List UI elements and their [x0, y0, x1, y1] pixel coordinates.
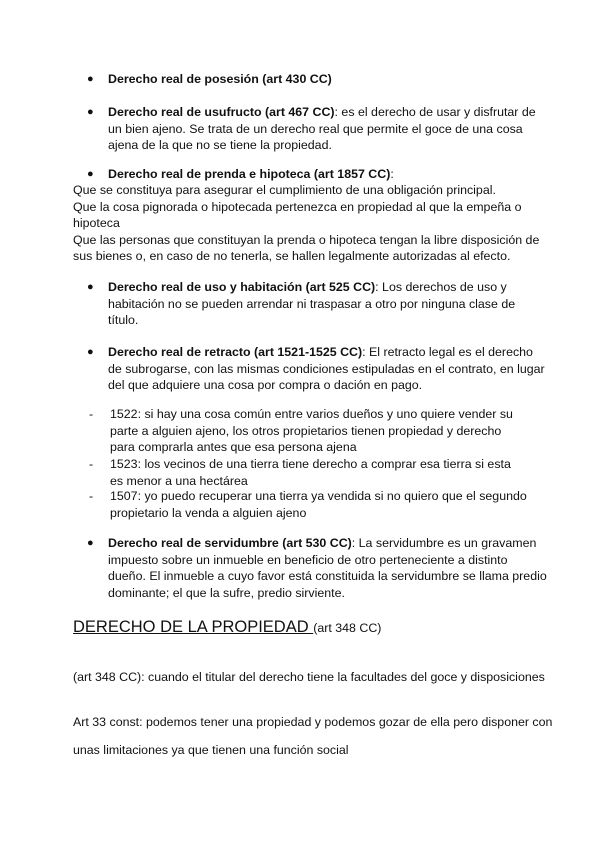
- bullet-icon: ●: [87, 106, 94, 118]
- usufructo-text: : es el derecho de usar y disfrutar de un bien ajeno. Se trata de un derecho real que permite el goce de una cosa ajena de la que no se tiene la propiedad.: [108, 105, 536, 152]
- servidumbre-text: : La servidumbre es un gravamen impuesto sobre un inmueble en beneficio de otro perteneciente a distinto dueño. El inmueble a cuyo favor está constituida la servidumbre se llama predio dominante; el que la sufre, predio sirviente.: [108, 536, 547, 600]
- bullet-uso: [87, 279, 547, 329]
- dash-item-1522: [87, 406, 527, 456]
- bullet-icon: ●: [87, 537, 94, 549]
- propiedad-heading-title: DERECHO DE LA PROPIEDAD: [73, 618, 314, 636]
- dash-icon: -: [89, 457, 94, 471]
- dash-icon: -: [89, 489, 94, 503]
- prenda-text: :: [390, 167, 394, 181]
- propiedad-definition: (art 348 CC): cuando el titular del derecho tiene la facultades del goce y disposiciones: [73, 670, 545, 684]
- bullet-retracto: [87, 344, 547, 394]
- bullet-prenda: [87, 166, 547, 183]
- bullet-icon: ●: [87, 281, 94, 293]
- prenda-paragraph: [73, 182, 543, 265]
- bullet-usufructo: [87, 104, 547, 154]
- bullet-servidumbre: [87, 535, 547, 601]
- prenda-line-3: Que las personas que constituyan la prenda o hipoteca tengan la libre disposición de sus bienes o, en caso de no tenerla, se hallen legalmente autorizadas al efecto.: [73, 232, 540, 263]
- item-1522-text: 1522: si hay una cosa común entre varios dueños y uno quiere vender su parte a alguien ajeno, los otros propietarios tienen propiedad y derecho para comprarla antes que esa persona ajena: [110, 407, 513, 454]
- servidumbre-title: Derecho real de servidumbre (art 530 CC): [108, 536, 352, 550]
- uso-title: Derecho real de uso y habitación (art 525 CC): [108, 280, 376, 294]
- item-1507-text: 1507: yo puedo recuperar una tierra ya vendida si no quiero que el segundo propietario la venda a alguien ajeno: [110, 489, 527, 520]
- propiedad-heading: [73, 617, 381, 638]
- prenda-title: Derecho real de prenda e hipoteca (art 1857 CC): [108, 167, 391, 181]
- uso-text: : Los derechos de uso y habitación no se pueden arrendar ni traspasar a otro por ninguna clase de título.: [108, 280, 516, 327]
- retracto-text: : El retracto legal es el derecho de subrogarse, con las mismas condiciones estipuladas en el contrato, en lugar del que adquiere una cosa por compra o dación en pago.: [108, 345, 545, 392]
- bullet-icon: ●: [87, 73, 94, 85]
- dash-icon: -: [89, 407, 94, 421]
- art33-paragraph: Art 33 const: podemos tener una propiedad y podemos gozar de ella pero disponer con unas limitaciones ya que tienen una función social: [73, 715, 553, 757]
- prenda-line-1: Que se constituya para asegurar el cumplimiento de una obligación principal.: [73, 183, 496, 197]
- retracto-title: Derecho real de retracto (art 1521-1525 CC): [108, 345, 363, 359]
- dash-item-1523: [87, 456, 527, 489]
- usufructo-title: Derecho real de usufructo (art 467 CC): [108, 105, 335, 119]
- prenda-line-2: Que la cosa pignorada o hipotecada pertenezca en propiedad al que la empeña o hipoteca: [73, 199, 522, 230]
- propiedad-heading-ref: (art 348 CC): [313, 621, 382, 635]
- posesion-title: Derecho real de posesión (art 430 CC): [108, 72, 332, 86]
- bullet-icon: ●: [87, 346, 94, 358]
- bullet-icon: ●: [87, 168, 94, 180]
- dash-item-1507: [87, 488, 527, 521]
- item-1523-text: 1523: los vecinos de una tierra tiene derecho a comprar esa tierra si esta es menor a una hectárea: [110, 457, 511, 488]
- bullet-posesion: [87, 71, 547, 88]
